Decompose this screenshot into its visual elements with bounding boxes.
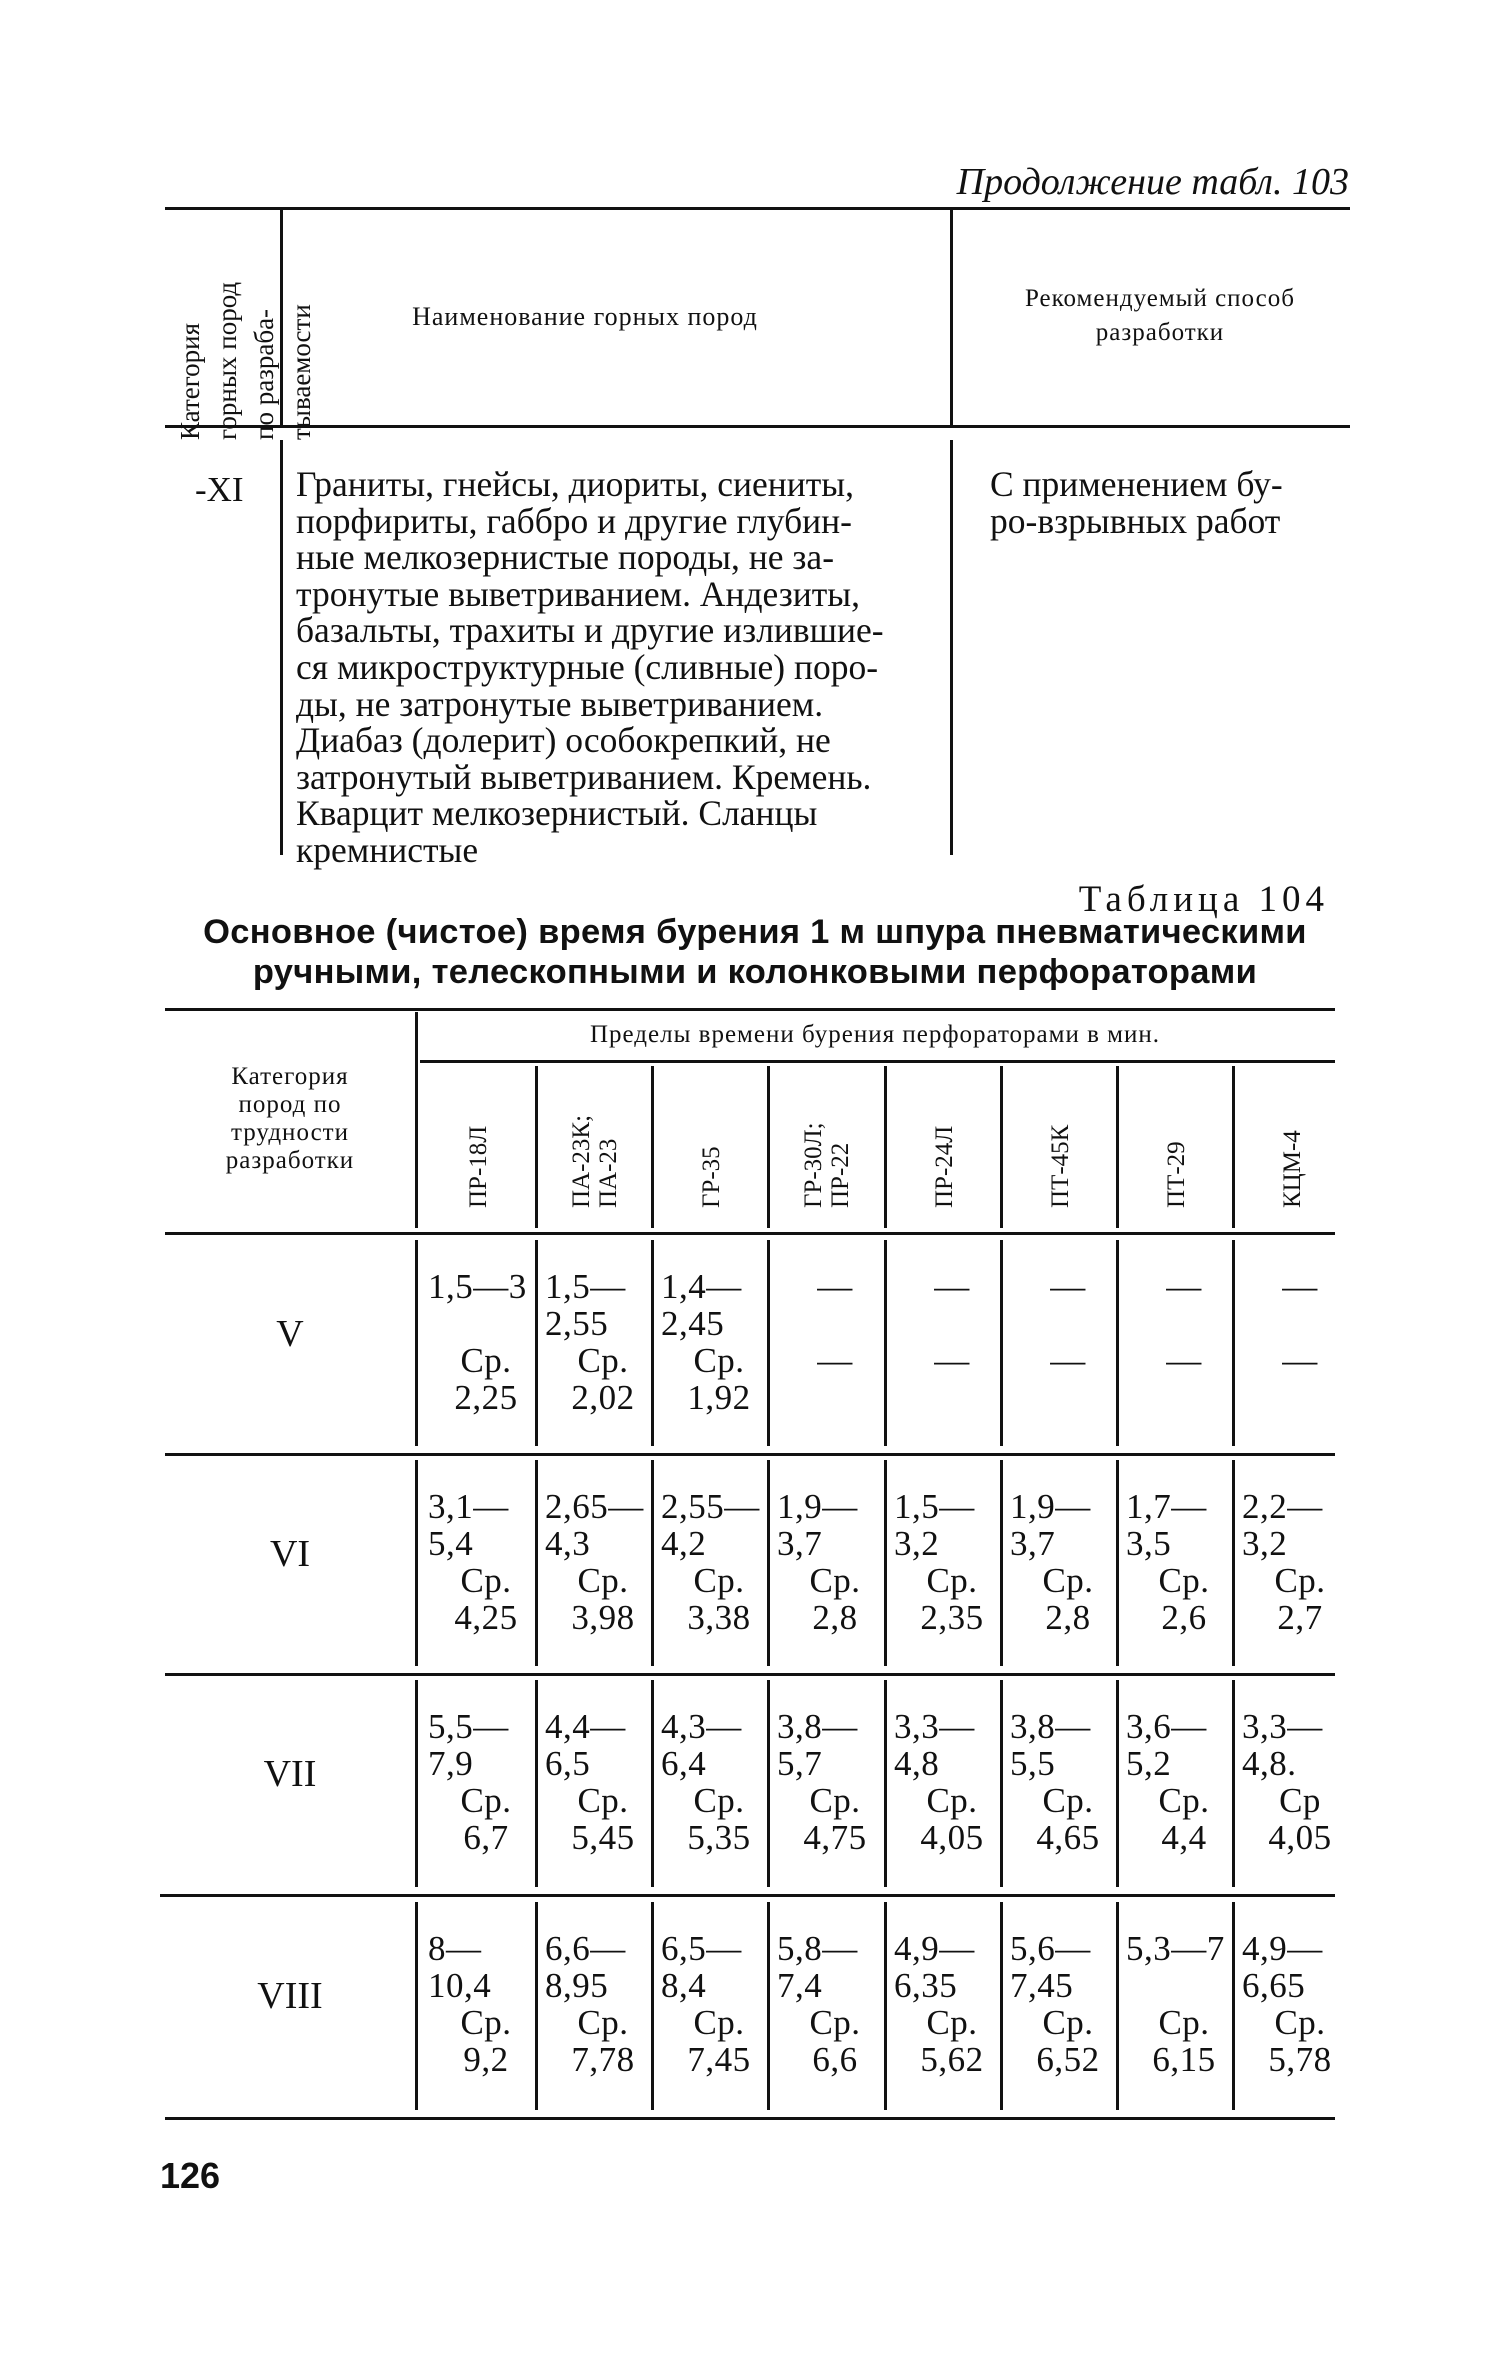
cell-line <box>1010 1305 1126 1342</box>
cell-line: 4,75 <box>803 1818 867 1857</box>
table103-col-divider-4 <box>950 440 953 855</box>
cell-line: Ср. <box>1158 2003 1210 2042</box>
time-cell <box>545 1268 661 1416</box>
cell-line: 4,65 <box>1036 1818 1100 1857</box>
rocks-line: ные мелкозернистые породы, не за- <box>296 537 835 578</box>
cell-line: 4,05 <box>1268 1818 1332 1857</box>
cell-line: 3,8— <box>777 1707 858 1746</box>
table104-limits-rule <box>420 1060 1335 1063</box>
table103-header-method: Рекомендуемый способ разработки <box>1024 285 1295 346</box>
rocks-line: Диабаз (долерит) особокрепкий, не <box>296 720 831 761</box>
cell-line <box>777 1379 893 1416</box>
cell-line: 4,25 <box>454 1598 518 1637</box>
cell-line: Ср. <box>460 1781 512 1820</box>
table104-header-drill-divider <box>1116 1066 1119 1228</box>
drill-header-line: ГР-30Л; <box>800 1122 827 1208</box>
drill-header <box>931 1126 958 1208</box>
time-cell <box>777 1268 893 1416</box>
time-cell <box>661 1708 777 1856</box>
cell-line: Ср. <box>693 1781 745 1820</box>
cell-line: 2,8 <box>1045 1598 1091 1637</box>
cell-line: 4,9— <box>1242 1929 1323 1968</box>
cell-line: 6,5— <box>661 1929 742 1968</box>
table104-header-drill-divider <box>535 1066 538 1228</box>
table104-body-col-divider <box>415 1460 418 1666</box>
time-cell <box>545 1930 661 2078</box>
table103-col-divider-3 <box>280 440 283 855</box>
cell-line: Ср. <box>1042 2003 1094 2042</box>
cell-line: — <box>1050 1267 1086 1306</box>
cell-line: 3,1— <box>428 1487 509 1526</box>
cell-line: 1,9— <box>1010 1487 1091 1526</box>
cell-line: Ср. <box>460 2003 512 2042</box>
drill-header <box>465 1126 492 1208</box>
table103-header-name: Наименование горных пород <box>412 302 758 331</box>
rocks-line: Кварцит мелкозернистый. Сланцы <box>296 793 818 834</box>
method-line: ро-взрывных работ <box>990 500 1281 541</box>
cell-line: 2,6 <box>1161 1598 1207 1637</box>
cell-line: Ср. <box>693 1341 745 1380</box>
cell-line: Ср. <box>926 1561 978 1600</box>
cell-line <box>1010 1379 1126 1416</box>
drill-header-line: ПА-23К; <box>568 1114 595 1208</box>
cell-line: 4,05 <box>920 1818 984 1857</box>
cell-line: Ср. <box>577 1781 629 1820</box>
table104-header-rule <box>165 1232 1335 1235</box>
cell-line: Ср. <box>1042 1561 1094 1600</box>
cell-line: — <box>1166 1341 1202 1380</box>
table104-label: Таблица 104 <box>1078 879 1329 920</box>
cell-line: Ср. <box>809 1561 861 1600</box>
table104-header-drill-divider <box>767 1066 770 1228</box>
cell-line: 6,65 <box>1242 1966 1306 2005</box>
cell-line: 2,45 <box>661 1304 725 1343</box>
cell-line <box>1126 1379 1242 1416</box>
cell-line: Ср. <box>693 1561 745 1600</box>
cell-line: 3,3— <box>894 1707 975 1746</box>
time-cell <box>661 1488 777 1636</box>
table103-top-rule <box>165 207 1350 210</box>
cell-line: 3,2 <box>1242 1524 1288 1563</box>
table103-col-divider-2 <box>950 210 953 425</box>
cell-line: 6,5 <box>545 1744 591 1783</box>
drill-header <box>698 1146 725 1208</box>
cell-line: 5,4 <box>428 1524 474 1563</box>
cell-line: 3,8— <box>1010 1707 1091 1746</box>
cell-line: 3,98 <box>571 1598 635 1637</box>
cell-line: Ср. <box>809 2003 861 2042</box>
cell-line: Ср. <box>1274 2003 1326 2042</box>
table103-row-category: -XI <box>195 470 244 509</box>
header-category-line: Категория <box>231 1063 349 1090</box>
row-category: VI <box>269 1533 311 1575</box>
cell-line: 8,95 <box>545 1966 609 2005</box>
cell-line: 5,2 <box>1126 1744 1172 1783</box>
cell-line <box>1242 1379 1358 1416</box>
cell-line: 3,7 <box>777 1524 823 1563</box>
time-cell <box>661 1268 777 1416</box>
time-cell <box>894 1268 1010 1416</box>
cell-line: Ср. <box>809 1781 861 1820</box>
table104-header-limits: Пределы времени бурения перфораторами в мин. <box>589 1021 1160 1048</box>
time-cell <box>894 1488 1010 1636</box>
cell-line: 9,2 <box>463 2040 509 2079</box>
time-cell <box>1010 1930 1126 2078</box>
cell-line: 2,55 <box>545 1304 609 1343</box>
cell-line: 6,4 <box>661 1744 707 1783</box>
time-cell <box>1126 1708 1242 1856</box>
cell-line: — <box>817 1267 853 1306</box>
table104-header-category <box>170 1063 410 1175</box>
cell-line: 2,02 <box>571 1378 635 1417</box>
drill-header-line: ПА-23 <box>595 1138 622 1208</box>
cell-line <box>894 1379 1010 1416</box>
cell-line: Ср. <box>1042 1781 1094 1820</box>
rocks-line: кремнистые <box>296 829 479 870</box>
cell-line: 3,5 <box>1126 1524 1172 1563</box>
cell-line: 4,4— <box>545 1707 626 1746</box>
table104-row-rule-1 <box>165 1453 1335 1456</box>
cell-line: 4,8 <box>894 1744 940 1783</box>
cell-line: Ср. <box>1158 1561 1210 1600</box>
rocks-line: тронутые выветриванием. Андезиты, <box>296 573 860 614</box>
cell-line: 3,2 <box>894 1524 940 1563</box>
time-cell <box>1126 1268 1242 1416</box>
cell-line: 3,6— <box>1126 1707 1207 1746</box>
cell-line: — <box>1282 1341 1318 1380</box>
cell-line: 4,9— <box>894 1929 975 1968</box>
time-cell <box>777 1930 893 2078</box>
cell-line: Ср. <box>577 1561 629 1600</box>
cell-line: Ср. <box>926 2003 978 2042</box>
cell-line: 1,9— <box>777 1487 858 1526</box>
header-category-line: разработки <box>225 1147 355 1174</box>
drill-header-line: ГР-35 <box>697 1146 725 1208</box>
time-cell <box>1010 1268 1126 1416</box>
cell-line: 7,9 <box>428 1744 474 1783</box>
continuation-title: Продолжение табл. 103 <box>956 161 1349 203</box>
table103-header-rule <box>165 425 1350 428</box>
cell-line: 2,25 <box>454 1378 518 1417</box>
cell-line: 4,2 <box>661 1524 707 1563</box>
cell-line: 1,7— <box>1126 1487 1207 1526</box>
cell-line: 3,7 <box>1010 1524 1056 1563</box>
drill-header-line: ПР-18Л <box>464 1125 492 1208</box>
cell-line: 6,35 <box>894 1966 958 2005</box>
table104-top-rule <box>165 1008 1335 1011</box>
time-cell <box>1242 1488 1358 1636</box>
cell-line: — <box>817 1341 853 1380</box>
cell-line: Ср <box>1279 1781 1321 1820</box>
cell-line <box>1126 1305 1242 1342</box>
rocks-line: ды, не затронутые выветриванием. <box>296 683 824 724</box>
cell-line: — <box>1050 1341 1086 1380</box>
cell-line: Ср. <box>577 2003 629 2042</box>
header-category-line: Категория <box>175 323 205 440</box>
drill-header-line: ПТ-45К <box>1046 1124 1074 1208</box>
cell-line <box>1126 1967 1242 2004</box>
cell-line: 2,7 <box>1277 1598 1323 1637</box>
cell-line: 5,5— <box>428 1707 509 1746</box>
cell-line: 1,5— <box>894 1487 975 1526</box>
cell-line: 5,8— <box>777 1929 858 1968</box>
table104-header-col-divider <box>415 1012 418 1228</box>
drill-header <box>1047 1125 1074 1208</box>
table104-header-drill-divider <box>651 1066 654 1228</box>
table104-title <box>180 912 1330 992</box>
rocks-line: затронутый выветриванием. Кремень. <box>296 756 872 797</box>
cell-line: 4,3 <box>545 1524 591 1563</box>
cell-line: 5,3—7 <box>1126 1929 1225 1968</box>
cell-line: 5,35 <box>687 1818 751 1857</box>
time-cell <box>428 1930 544 2078</box>
cell-line: 1,92 <box>687 1378 751 1417</box>
cell-line: 6,6— <box>545 1929 626 1968</box>
time-cell <box>1242 1268 1358 1416</box>
cell-line: 6,7 <box>463 1818 509 1857</box>
cell-line: 6,15 <box>1152 2040 1216 2079</box>
table104-row-rule-2 <box>165 1673 1335 1676</box>
cell-line: 4,3— <box>661 1707 742 1746</box>
cell-line: 5,5 <box>1010 1744 1056 1783</box>
cell-line <box>428 1305 544 1342</box>
table104-header-drill-divider <box>1232 1066 1235 1228</box>
cell-line: Ср. <box>1158 1781 1210 1820</box>
time-cell <box>1126 1488 1242 1636</box>
cell-line: Ср. <box>460 1341 512 1380</box>
cell-line: 5,7 <box>777 1744 823 1783</box>
cell-line: — <box>934 1267 970 1306</box>
time-cell <box>1010 1488 1126 1636</box>
row-category: V <box>276 1313 304 1355</box>
cell-line: Ср. <box>1274 1561 1326 1600</box>
table104-body-col-divider <box>415 1680 418 1887</box>
time-cell <box>777 1488 893 1636</box>
drill-header-line: КЦМ-4 <box>1278 1130 1306 1208</box>
cell-line <box>894 1305 1010 1342</box>
cell-line: 10,4 <box>428 1966 492 2005</box>
table103-header-category <box>172 282 320 440</box>
rocks-line: ся микроструктурные (сливные) поро- <box>296 646 879 687</box>
time-cell <box>894 1930 1010 2078</box>
page-number: 126 <box>160 2155 221 2196</box>
header-category-line: тываемости <box>286 304 316 440</box>
cell-line: 7,4 <box>777 1966 823 2005</box>
row-category: VIII <box>257 1975 323 2017</box>
cell-line: 8— <box>428 1929 482 1968</box>
table104-body-col-divider <box>415 1902 418 2110</box>
cell-line: Ср. <box>460 1561 512 1600</box>
cell-line: 5,62 <box>920 2040 984 2079</box>
time-cell <box>1126 1930 1242 2078</box>
header-category-line: горных пород <box>212 281 242 440</box>
table104-row-rule-3 <box>160 1894 1335 1897</box>
time-cell <box>545 1708 661 1856</box>
table103-row-method <box>990 466 1350 539</box>
cell-line: 5,6— <box>1010 1929 1091 1968</box>
title-line: ручными, телескопными и колонковыми перфораторами <box>252 953 1258 991</box>
cell-line: 1,5— <box>545 1267 626 1306</box>
time-cell <box>545 1488 661 1636</box>
cell-line: 2,8 <box>812 1598 858 1637</box>
cell-line: — <box>1166 1267 1202 1306</box>
cell-line: 2,65— <box>545 1487 644 1526</box>
rocks-line: Граниты, гнейсы, диориты, сиениты, <box>296 464 854 504</box>
cell-line: — <box>934 1341 970 1380</box>
table103-row-rocks <box>296 466 936 869</box>
header-category-line: трудности <box>231 1119 349 1146</box>
time-cell <box>1010 1708 1126 1856</box>
cell-line: 3,38 <box>687 1598 751 1637</box>
drill-header <box>800 1122 854 1208</box>
table104-bottom-rule <box>165 2117 1335 2120</box>
cell-line: 5,45 <box>571 1818 635 1857</box>
cell-line: 7,45 <box>687 2040 751 2079</box>
time-cell <box>777 1708 893 1856</box>
cell-line: 7,78 <box>571 2040 635 2079</box>
drill-header-line: ПР-22 <box>827 1142 854 1208</box>
time-cell <box>1242 1708 1358 1856</box>
time-cell <box>428 1268 544 1416</box>
method-line: С применением бу- <box>990 464 1283 504</box>
drill-header <box>1279 1130 1306 1208</box>
title-line: Основное (чистое) время бурения 1 м шпура пневматическими <box>203 913 1307 951</box>
drill-header-line: ПТ-29 <box>1162 1141 1190 1208</box>
drill-header-line: ПР-24Л <box>930 1125 958 1208</box>
cell-line: Ср. <box>926 1781 978 1820</box>
table104-body-col-divider <box>415 1240 418 1446</box>
time-cell <box>428 1488 544 1636</box>
cell-line: 4,4 <box>1161 1818 1207 1857</box>
drill-header <box>568 1115 622 1208</box>
header-category-line: по разраба- <box>249 308 279 440</box>
cell-line: 4,8. <box>1242 1744 1297 1783</box>
drill-header <box>1163 1141 1190 1208</box>
row-category: VII <box>263 1753 317 1795</box>
time-cell <box>428 1708 544 1856</box>
cell-line: 2,2— <box>1242 1487 1323 1526</box>
cell-line: 8,4 <box>661 1966 707 2005</box>
cell-line <box>777 1305 893 1342</box>
rocks-line: порфириты, габбро и другие глубин- <box>296 500 852 541</box>
header-category-line: пород по <box>238 1091 342 1118</box>
cell-line: 6,52 <box>1036 2040 1100 2079</box>
table104-header-drill-divider <box>884 1066 887 1228</box>
rocks-line: базальты, трахиты и другие излившие- <box>296 610 884 651</box>
cell-line: 3,3— <box>1242 1707 1323 1746</box>
cell-line: 1,5—3 <box>428 1267 527 1306</box>
cell-line: 7,45 <box>1010 1966 1074 2005</box>
cell-line: 2,55— <box>661 1487 760 1526</box>
cell-line: — <box>1282 1267 1318 1306</box>
time-cell <box>894 1708 1010 1856</box>
cell-line <box>1242 1305 1358 1342</box>
table104-header-drill-divider <box>1000 1066 1003 1228</box>
cell-line: 1,4— <box>661 1267 742 1306</box>
cell-line: 2,35 <box>920 1598 984 1637</box>
cell-line: Ср. <box>577 1341 629 1380</box>
cell-line: Ср. <box>693 2003 745 2042</box>
cell-line: 5,78 <box>1268 2040 1332 2079</box>
time-cell <box>1242 1930 1358 2078</box>
time-cell <box>661 1930 777 2078</box>
cell-line: 6,6 <box>812 2040 858 2079</box>
